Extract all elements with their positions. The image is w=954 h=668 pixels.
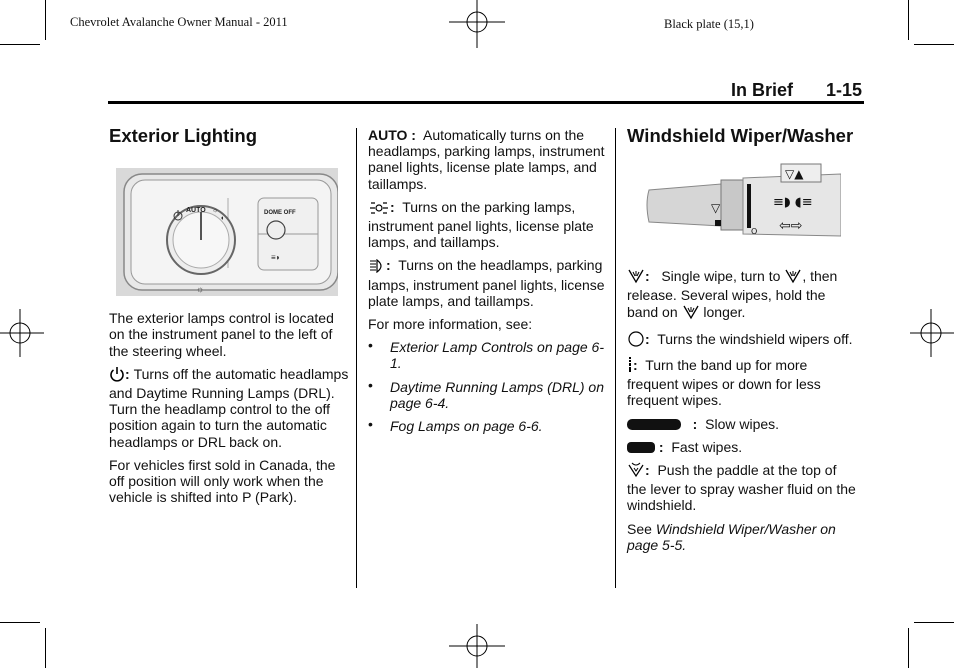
paragraph: The exterior lamps control is located on the instrument panel to the left of the steering wheel. — [109, 310, 334, 359]
single-wipe-text: longer. — [703, 303, 746, 320]
crop-mark — [908, 628, 909, 668]
doc-title: Chevrolet Avalanche Owner Manual - 2011 — [70, 15, 288, 29]
paragraph-see — [627, 521, 859, 553]
fast-description: Fast wipes. — [671, 438, 743, 455]
registration-mark-right — [902, 305, 954, 361]
symbol-separator: : — [633, 357, 638, 374]
symbol-separator: : — [645, 462, 650, 479]
crop-mark — [45, 628, 46, 668]
paragraph-delay — [627, 357, 859, 409]
slow-description: Slow wipes. — [705, 415, 780, 432]
paragraph: For vehicles first sold in Canada, the off position will only work when the vehicle is shifted into P (Park). — [109, 456, 336, 506]
power-icon — [109, 366, 125, 385]
paragraph-headlamp — [368, 257, 608, 309]
auto-description: Automatically turns on the headlamps, parking lamps, instrument panel lights, license plate lamps, and taillamps. — [368, 127, 605, 192]
crop-mark — [914, 44, 954, 45]
fast-wipe-icon — [627, 442, 655, 453]
high-beam-icon: ≡◗ ◖≡ — [773, 195, 813, 211]
crop-mark — [914, 622, 954, 623]
headlamp-control-figure — [116, 168, 338, 296]
washer-icon — [627, 462, 645, 481]
off-description: Turns the windshield wipers off. — [657, 330, 853, 347]
heading-windshield-wiper: Windshield Wiper/Washer — [627, 125, 854, 146]
plate-label: Black plate (15,1) — [664, 17, 754, 31]
off-marker-icon — [715, 220, 721, 226]
heading-exterior-lighting: Exterior Lighting — [109, 125, 257, 146]
registration-mark-left — [0, 305, 56, 361]
more-info-label: For more information, see: — [368, 316, 533, 333]
delay-description: Turn the band up for more frequent wipes or down for less frequent wipes. — [627, 357, 821, 409]
washer-icon: ▽▲ — [785, 167, 804, 182]
right-column — [627, 125, 859, 560]
parking-lamp-icon: ☼ — [212, 207, 219, 215]
washer-description: Push the paddle at the top of the lever to spray washer fluid on the windshield. — [627, 462, 856, 514]
mist-icon — [627, 268, 645, 287]
registration-mark-top — [449, 0, 505, 56]
figure-dome-off-label: DOME OFF — [264, 210, 296, 217]
wiper-lever-figure — [641, 160, 841, 250]
fog-lamp-icon: ≡◗ — [271, 253, 281, 263]
reference-link[interactable]: Windshield Wiper/Washer on page 5-5. — [627, 520, 836, 553]
mist-icon — [784, 268, 802, 287]
delay-band-icon — [747, 184, 751, 228]
auto-label: AUTO : — [368, 127, 416, 143]
symbol-separator: : — [386, 257, 391, 274]
off-icon: O — [751, 227, 758, 237]
reference-link[interactable]: • Daytime Running Lamps (DRL) on page 6-4. — [368, 379, 608, 411]
paragraph-single-wipe — [627, 268, 859, 323]
symbol-separator: : — [692, 415, 698, 432]
reference-link[interactable]: • Fog Lamps on page 6-6. — [368, 418, 608, 434]
symbol-separator: : — [645, 268, 650, 285]
paragraph-parking — [368, 199, 608, 251]
headlamp-icon: ◖ — [220, 215, 225, 223]
headlamp-description: Turns on the headlamps, parking lamps, instrument panel lights, license plate lamps, and taillamps. — [368, 257, 605, 309]
crop-mark — [0, 44, 40, 45]
off-icon — [627, 331, 645, 350]
turn-signal-icon: ⇦⇨ — [779, 218, 803, 235]
single-wipe-text: , then release. Several wipes, hold the band on — [627, 268, 838, 320]
paragraph-auto — [368, 127, 608, 192]
power-description: Turns off the automatic headlamps and Daytime Running Lamps (DRL). Turn the headlamp control to the off position again to turn the automatic headlamps or DRL back on. — [109, 365, 349, 450]
middle-column — [368, 127, 608, 441]
symbol-separator: : — [658, 438, 664, 455]
column-divider — [356, 128, 357, 588]
left-column — [109, 125, 349, 512]
headlamp-icon — [368, 259, 386, 276]
paragraph-slow — [627, 416, 859, 432]
paragraph-fast — [627, 439, 859, 455]
parking-lamp-icon — [368, 201, 390, 218]
figure-auto-label: AUTO — [186, 207, 206, 215]
page-number: 1-15 — [826, 80, 863, 100]
dimmer-icon: ☼ — [196, 284, 205, 295]
mist-icon — [682, 304, 700, 323]
reference-link[interactable]: • Exterior Lamp Controls on page 6-1. — [368, 339, 608, 371]
crop-mark — [45, 0, 46, 40]
slow-wipe-icon — [627, 419, 681, 430]
paragraph-off — [627, 331, 859, 350]
crop-mark — [0, 622, 40, 623]
paragraph-power — [109, 366, 349, 450]
column-divider — [615, 128, 616, 588]
single-wipe-text: Single wipe, turn to — [661, 268, 781, 285]
registration-mark-bottom — [449, 620, 505, 668]
symbol-separator: : — [645, 330, 650, 347]
paragraph-washer — [627, 462, 859, 514]
parking-description: Turns on the parking lamps, instrument panel lights, license plate lamps, and taillamps. — [368, 198, 594, 251]
header-rule — [108, 101, 864, 104]
symbol-separator: : — [390, 198, 395, 215]
reference-list — [368, 339, 608, 434]
crop-mark — [908, 0, 909, 40]
symbol-separator: : — [125, 365, 130, 382]
see-prefix: See — [627, 520, 652, 537]
mist-icon: ▽ — [711, 201, 721, 216]
dome-lamp-button-icon — [267, 221, 285, 239]
section-title: In Brief — [731, 80, 794, 100]
